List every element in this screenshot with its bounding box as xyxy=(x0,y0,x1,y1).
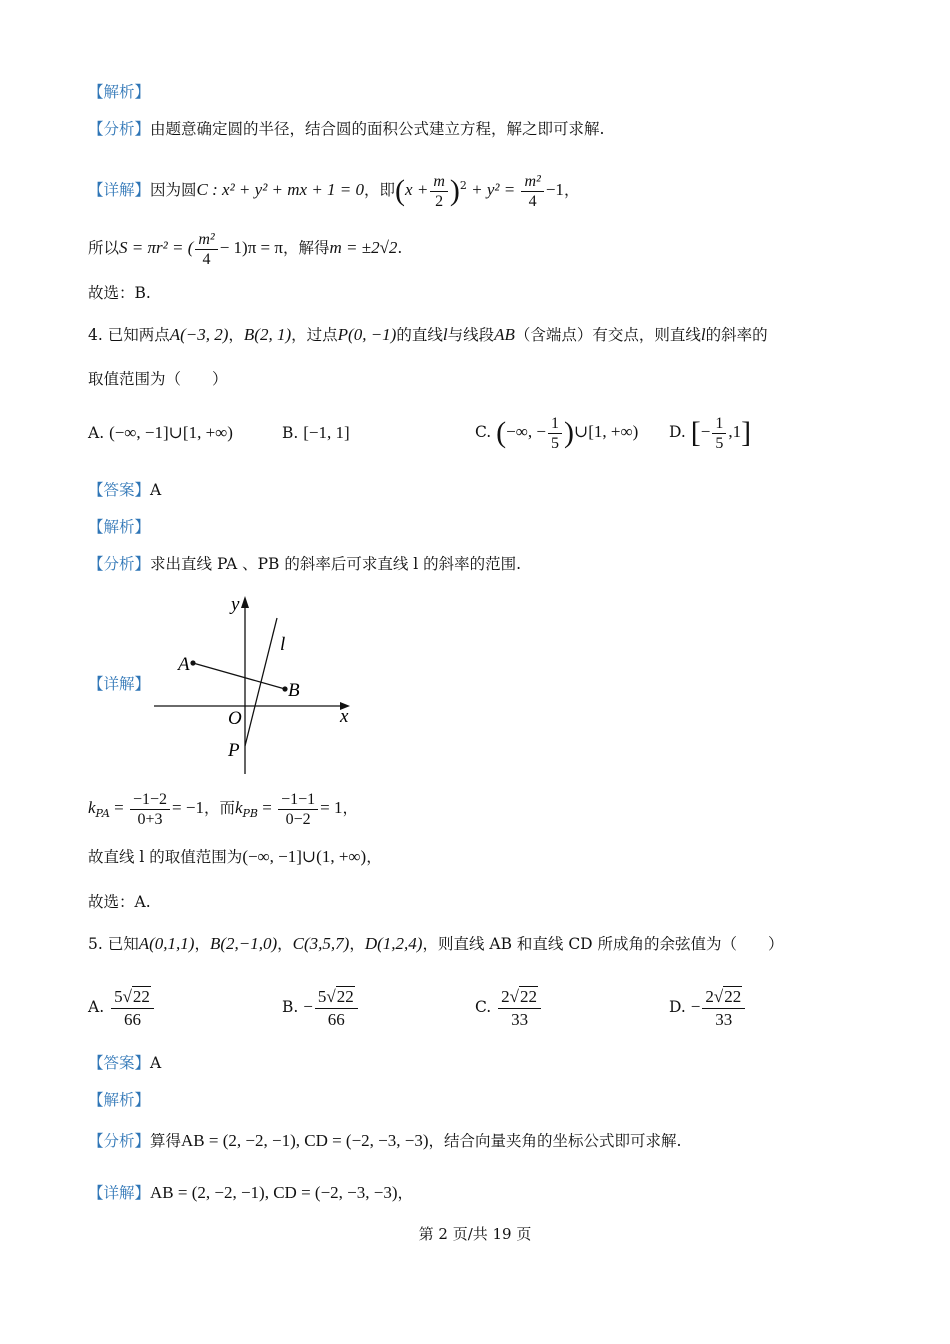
line-l xyxy=(245,618,277,746)
q3-detail-line xyxy=(88,164,579,213)
q4-option-a: A. (−∞, −1]∪[1, +∞) xyxy=(88,423,233,442)
q4-ab: AB xyxy=(494,325,515,344)
q4-stem-2: ，过点 xyxy=(291,326,338,344)
kpb-k: k xyxy=(234,798,243,817)
y-axis-arrow xyxy=(241,596,249,608)
q3-m2-over-4: $\frac{\text{m²}}{4}$ xyxy=(521,172,543,211)
segment-ab xyxy=(193,663,285,689)
q4-fenxi-line: 【分析】求出直线 PA 、PB 的斜率后可求直线 l 的斜率的范围. xyxy=(88,555,522,573)
point-b-dot xyxy=(282,686,287,691)
q3-period: . xyxy=(397,239,403,257)
q4-answer-line xyxy=(88,478,161,502)
q4-graph xyxy=(150,590,360,780)
point-a-dot xyxy=(190,660,195,665)
q4-stem-1: 4. 已知两点 xyxy=(88,326,170,344)
q3-area-frac: $\frac{\text{m²}}{4}$ xyxy=(195,230,217,269)
q3-detail-prefix: 因为圆 xyxy=(150,181,197,200)
graph-label-y: y xyxy=(231,594,240,615)
q5-option-c: C. $\frac{2√22}{33}$ xyxy=(475,985,543,1031)
q4-option-b: B. [−1, 1] xyxy=(282,423,350,442)
q3-fenxi-text: 由题意确定圆的半径，结合圆的面积公式建立方程，解之即可求解. xyxy=(150,120,605,138)
graph-label-a: A xyxy=(178,654,190,675)
q4-stem-4: 与线段 xyxy=(447,326,495,344)
q4-l-2: l xyxy=(700,325,706,344)
q5-detail-line: 【详解】AB = (2, −2, −1), CD = (−2, −3, −3)， xyxy=(88,1183,414,1202)
q5-stem-line: 5. 已知A(0,1,1)，B(2,−1,0)，C(3,5,7)，D(1,2,4)，则直线 AB 和直线 CD 所成角的余弦值为（ ） xyxy=(88,934,784,953)
q4-stem-line1 xyxy=(88,323,768,347)
q5-point-d: D(1,2,4) xyxy=(364,934,423,953)
q4-point-b: B(2, 1) xyxy=(243,325,292,344)
q4-point-a: A(−3, 2) xyxy=(169,325,229,344)
q4-stem-6: 的斜率的 xyxy=(705,326,768,344)
q5-stem-end: ，则直线 AB 和直线 CD 所成角的余弦值为（ ） xyxy=(422,935,784,953)
q4-detail-tag: 【详解】 xyxy=(88,675,151,693)
q3-solve-eq: m = ±2√2 xyxy=(329,238,398,257)
q3-so-line xyxy=(88,226,402,270)
kpa-k: k xyxy=(88,798,96,817)
graph-label-o: O xyxy=(228,708,242,729)
q3-choose: 故选：B. xyxy=(88,284,151,302)
kpa-sub: PA xyxy=(95,807,110,821)
q3-analysis-line xyxy=(88,117,604,141)
square-sup: 2 xyxy=(459,179,467,192)
q4-range-eq: (−∞, −1]∪(1, +∞) xyxy=(242,847,367,866)
q4-choose: 故选：A. xyxy=(88,893,151,911)
q5-option-a: A. $\frac{5√22}{66}$ xyxy=(88,985,156,1031)
q5-point-a: A(0,1,1) xyxy=(138,934,195,953)
q4-slope-line: $k_{PA}$ = $\frac{-1-2}{0+3}$ = −1，而$k_{PB}$ = $\frac{-1-1}{0-2}$ = 1， xyxy=(88,790,359,828)
q3-solve-text: ，解得 xyxy=(282,239,330,257)
q4-range-line: 故直线 l 的取值范围为(−∞, −1]∪(1, +∞)， xyxy=(88,847,382,866)
graph-label-x: x xyxy=(340,706,349,727)
q4-stem-3: 的直线 xyxy=(396,326,443,344)
q3-area-eq: S = πr² = ( xyxy=(119,238,194,257)
q5-detail-eq: AB = (2, −2, −1), CD = (−2, −3, −3) xyxy=(150,1183,398,1202)
kpa-frac: $\frac{-1-2}{0+3}$ xyxy=(130,790,170,829)
q3-m-over-2: $\frac{m}{2}$ xyxy=(430,172,448,211)
q3-x-var: x + xyxy=(405,180,429,200)
q4-answer: A xyxy=(150,481,162,499)
paren-close: ) xyxy=(449,174,460,208)
q4-option-c: C. (−∞, − $\frac{1}{5}$ )∪[1, +∞) xyxy=(475,414,639,452)
q4-fenxi-text: 求出直线 PA 、PB 的斜率后可求直线 l 的斜率的范围. xyxy=(150,555,522,573)
q5-answer-line: 【答案】A xyxy=(88,1054,162,1072)
q5-option-d: D. − $\frac{2√22}{33}$ xyxy=(669,985,747,1031)
q4-analysis-tag: 【解析】 xyxy=(88,518,151,536)
kpb-frac: $\frac{-1-1}{0-2}$ xyxy=(278,790,318,829)
graph-label-p: P xyxy=(228,740,240,761)
page-footer: 第 2 页/共 19 页 xyxy=(418,1225,532,1243)
q5-point-c: C(3,5,7) xyxy=(292,934,350,953)
answer-tag: 【答案】 xyxy=(88,481,151,499)
kpa-result: = −1 xyxy=(172,798,204,817)
q4-stem-5: （含端点）有交点，则直线 xyxy=(514,326,701,344)
q5-point-b: B(2,−1,0) xyxy=(209,934,278,953)
q4-option-d: D. [− $\frac{1}{5}$ ,1] xyxy=(669,414,752,452)
q5-fenxi-line: 【分析】算得AB = (2, −2, −1), CD = (−2, −3, −3)，结合向量夹角的坐标公式即可求解. xyxy=(88,1131,682,1150)
q4-while: ，而 xyxy=(203,799,235,817)
q3-detail-tail: ， xyxy=(563,181,580,200)
q3-area-eq2: − 1)π = π xyxy=(219,238,283,257)
kpb-result: = 1 xyxy=(320,798,343,817)
q3-so-prefix: 所以 xyxy=(88,239,120,257)
graph-label-l: l xyxy=(280,634,286,655)
q4-stem-line2: 取值范围为（ ） xyxy=(88,370,228,388)
q3-detail-mid: ，即 xyxy=(364,181,396,200)
graph-label-b: B xyxy=(288,680,300,701)
q5-option-b: B. − $\frac{5√22}{66}$ xyxy=(282,985,360,1031)
fenxi-tag: 【分析】 xyxy=(88,120,151,138)
paren-open: ( xyxy=(395,174,406,208)
q4-point-p: P(0, −1) xyxy=(337,325,397,344)
kpb-sub: PB xyxy=(242,807,259,821)
detail-tag: 【详解】 xyxy=(88,181,151,200)
q5-answer: A xyxy=(150,1054,162,1072)
q4-sep: ， xyxy=(228,326,244,344)
q4-l: l xyxy=(442,325,448,344)
q5-vector-eq: AB = (2, −2, −1), CD = (−2, −3, −3) xyxy=(181,1131,429,1150)
q3-y-sq: + y² = xyxy=(466,180,520,200)
q3-circle-equation: C : x² + y² + mx + 1 = 0 xyxy=(196,180,365,200)
q3-minus-1: −1 xyxy=(545,180,564,200)
analysis-tag: 【解析】 xyxy=(88,83,151,101)
q5-analysis-tag: 【解析】 xyxy=(88,1091,151,1109)
